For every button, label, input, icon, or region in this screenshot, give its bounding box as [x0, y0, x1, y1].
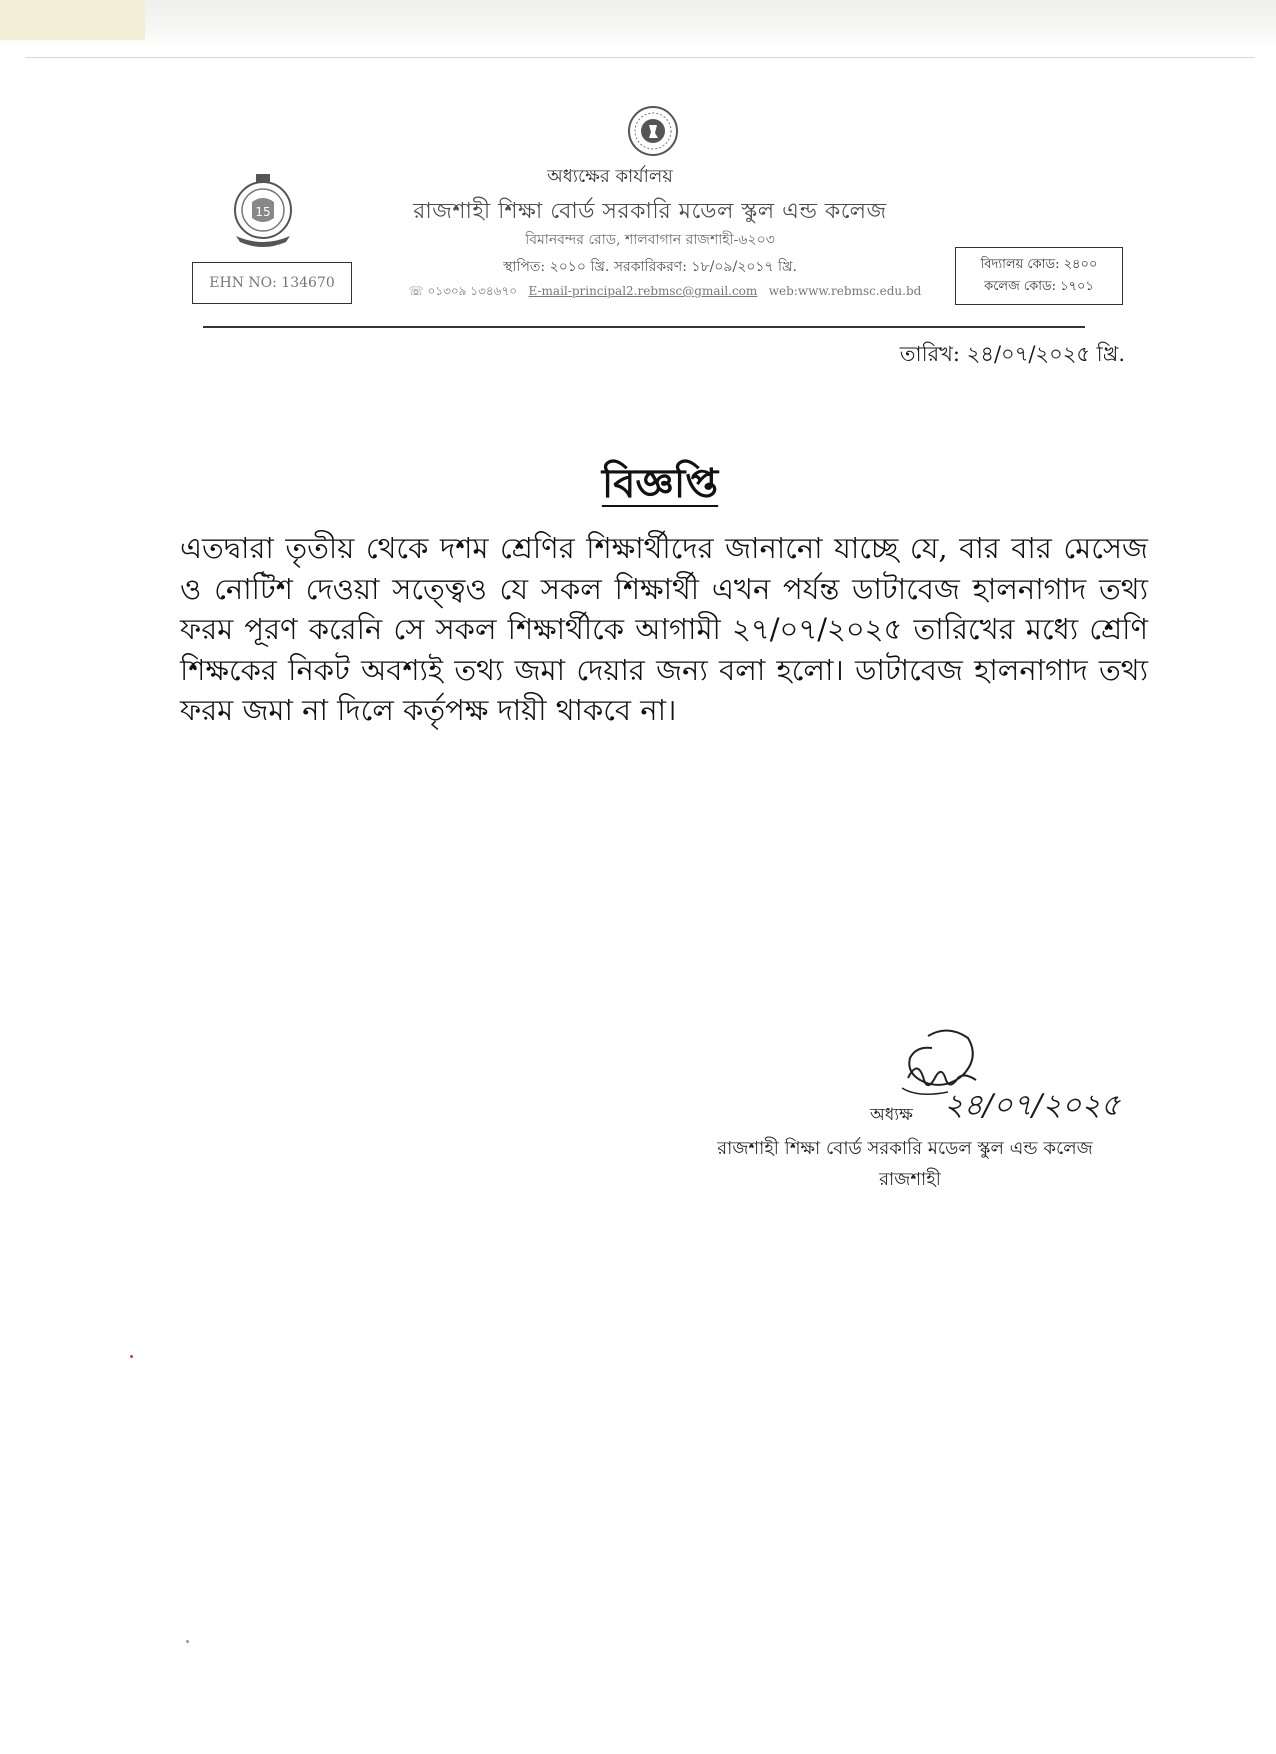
- scan-edge-line: [25, 57, 1255, 58]
- government-seal-icon: [627, 105, 679, 157]
- website-link[interactable]: web:www.rebmsc.edu.bd: [768, 284, 922, 298]
- signatory-designation: অধ্যক্ষ: [870, 1105, 913, 1125]
- scan-speck: [186, 1640, 189, 1643]
- office-title: অধ্যক্ষের কার্যালয়: [547, 166, 673, 187]
- school-crest-logo-icon: [228, 172, 298, 248]
- scan-corner-stain: [0, 0, 145, 40]
- institute-address: বিমানবন্দর রোড, শালবাগান রাজশাহী-৬২০৩: [525, 232, 775, 248]
- svg-text:15: 15: [255, 205, 271, 219]
- scan-shadow-top: [0, 0, 1276, 50]
- established-info: স্থাপিত: ২০১০ খ্রি. সরকারিকরণ: ১৮/০৯/২০১৭ খ্রি.: [503, 259, 797, 275]
- handwritten-sign-date: [940, 1085, 1150, 1125]
- header-divider: [203, 326, 1085, 328]
- notice-date: তারিখ: ২৪/০৭/২০২৫ খ্রি.: [899, 342, 1125, 366]
- institution-code-box: [955, 247, 1123, 305]
- handwritten-date-text: ২৪/০৭/২০২৫: [944, 1088, 1121, 1123]
- institute-name: রাজশাহী শিক্ষা বোর্ড সরকারি মডেল স্কুল এন্ড কলেজ: [413, 199, 887, 224]
- contact-line: [395, 283, 935, 303]
- scan-speck: [130, 1355, 133, 1358]
- signatory-institute: রাজশাহী শিক্ষা বোর্ড সরকারি মডেল স্কুল এন্ড কলেজ: [717, 1138, 1093, 1159]
- notice-body: এতদ্বারা তৃতীয় থেকে দশম শ্রেণির শিক্ষার্থীদের জানানো যাচ্ছে যে, বার বার মেসেজ ও নোটিশ দেওয়া সত্ত্বেও যে সকল শিক্ষার্থী এখন পর্যন্ত ডাটাবেজ হালনাগাদ তথ্য ফরম পূরণ করেনি সে সকল শিক্ষার্থীকে আগামী ২৭/০৭/২০২৫ তারিখের মধ্যে শ্রেণি শিক্ষকের নিকট অবশ্যই তথ্য জমা দেয়ার জন্য বলা হলো। ডাটাবেজ হালনাগাদ তথ্য ফরম জমা না দিলে কর্তৃপক্ষ দায়ী থাকবে না।: [180, 531, 1148, 727]
- college-code: কলেজ কোড: ১৭০১: [984, 279, 1094, 294]
- ehn-number-box: EHN NO: 134670: [192, 262, 352, 304]
- notice-title: বিজ্ঞপ্তি: [601, 460, 719, 507]
- phone-number: ☏ ০১৩০৯ ১৩৪৬৭০: [408, 284, 518, 298]
- signatory-city: রাজশাহী: [879, 1169, 941, 1190]
- email-link[interactable]: E-mail-principal2.rebmsc@gmail.com: [528, 284, 758, 298]
- school-code: বিদ্যালয় কোড: ২৪০০: [980, 257, 1098, 272]
